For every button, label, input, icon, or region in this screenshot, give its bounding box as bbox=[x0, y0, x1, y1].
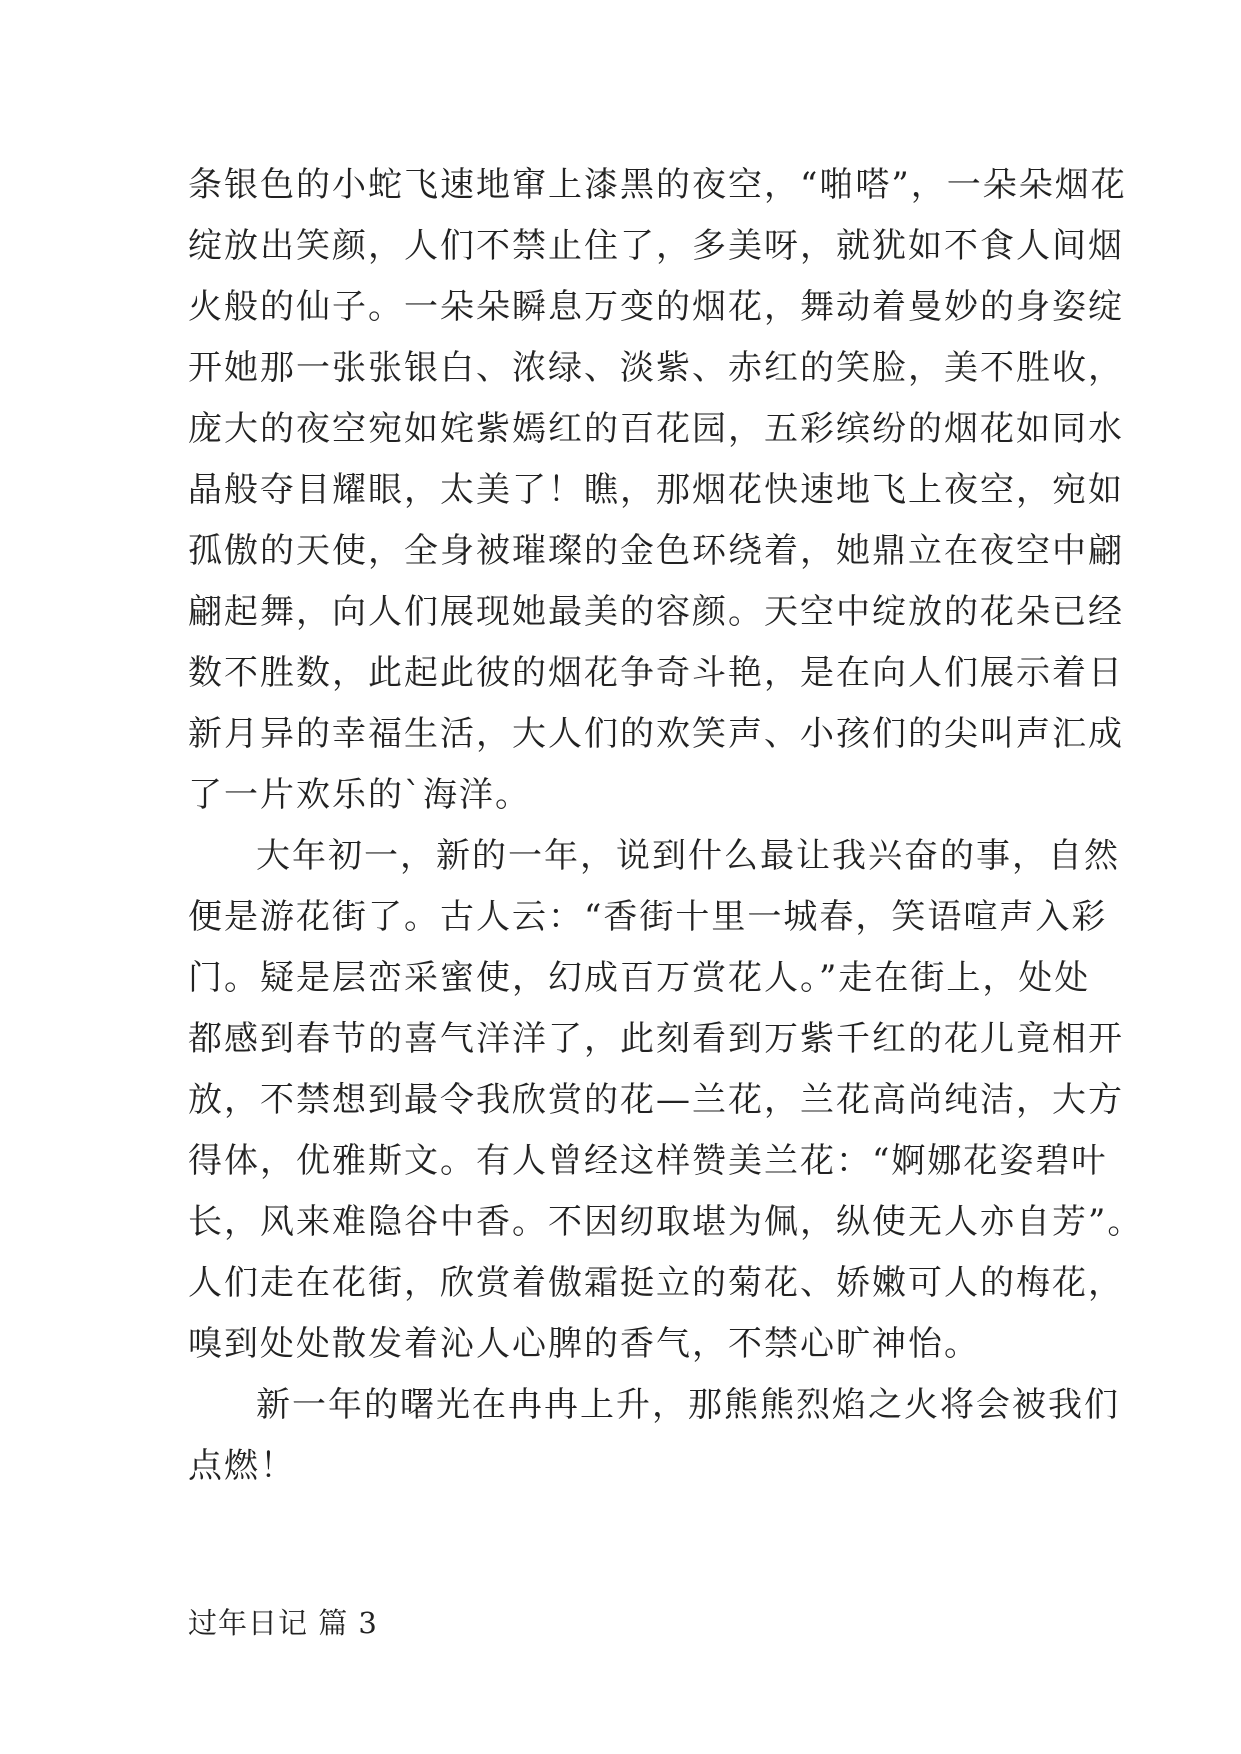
paragraph-flower-street bbox=[188, 826, 1144, 1375]
text-line: 新月异的幸福生活，大人们的欢笑声、小孩们的尖叫声汇成 bbox=[188, 714, 1124, 754]
text-line: 条银色的小蛇飞速地窜上漆黑的夜空，“啪嗒”，一朵朵烟花 bbox=[188, 165, 1127, 205]
section-heading: 过年日记 篇 3 bbox=[188, 1606, 378, 1640]
text-line: 数不胜数，此起此彼的烟花争奇斗艳，是在向人们展示着日 bbox=[188, 653, 1124, 693]
text-line: 都感到春节的喜气洋洋了，此刻看到万紫千红的花儿竟相开 bbox=[188, 1019, 1124, 1059]
text-line: 得体，优雅斯文。有人曾经这样赞美兰花：“婀娜花姿碧叶 bbox=[188, 1141, 1108, 1181]
section-spacer bbox=[188, 1497, 1068, 1593]
paragraph-fireworks bbox=[188, 155, 1127, 826]
text-line: 便是游花街了。古人云：“香街十里一城春，笑语喧声入彩 bbox=[188, 897, 1108, 937]
text-line: 绽放出笑颜，人们不禁止住了，多美呀，就犹如不食人间烟 bbox=[188, 226, 1124, 266]
text-line: 嗅到处处散发着沁人心脾的香气，不禁心旷神怡。 bbox=[188, 1324, 980, 1364]
text-line: 人们走在花街，欣赏着傲霜挺立的菊花、娇嫩可人的梅花， bbox=[188, 1263, 1124, 1303]
text-line: 庞大的夜空宛如姹紫嫣红的百花园，五彩缤纷的烟花如同水 bbox=[188, 409, 1124, 449]
text-line: 晶般夺目耀眼，太美了！瞧，那烟花快速地飞上夜空，宛如 bbox=[188, 470, 1124, 510]
text-line: 门。疑是层峦采蜜使，幻成百万赏花人。”走在街上，处处 bbox=[188, 958, 1091, 998]
paragraph-new-year bbox=[188, 1375, 1120, 1497]
text-line: 长，风来难隐谷中香。不因纫取堪为佩，纵使无人亦自芳”。 bbox=[188, 1202, 1144, 1242]
document-body bbox=[188, 155, 1144, 1654]
text-line: 孤傲的天使，全身被璀璨的金色环绕着，她鼎立在夜空中翩 bbox=[188, 531, 1124, 571]
text-line: 放，不禁想到最令我欣赏的花—兰花，兰花高尚纯洁，大方 bbox=[188, 1080, 1124, 1120]
text-line: 大年初一，新的一年，说到什么最让我兴奋的事，自然 bbox=[256, 836, 1120, 876]
text-line: 开她那一张张银白、浓绿、淡紫、赤红的笑脸，美不胜收， bbox=[188, 348, 1124, 388]
text-line: 火般的仙子。一朵朵瞬息万变的烟花，舞动着曼妙的身姿绽 bbox=[188, 287, 1124, 327]
text-line: 翩起舞，向人们展现她最美的容颜。天空中绽放的花朵已经 bbox=[188, 592, 1124, 632]
text-line: 新一年的曙光在冉冉上升，那熊熊烈焰之火将会被我们 bbox=[256, 1385, 1120, 1425]
text-line: 点燃！ bbox=[188, 1446, 296, 1486]
text-line: 了一片欢乐的`海洋。 bbox=[188, 775, 531, 815]
